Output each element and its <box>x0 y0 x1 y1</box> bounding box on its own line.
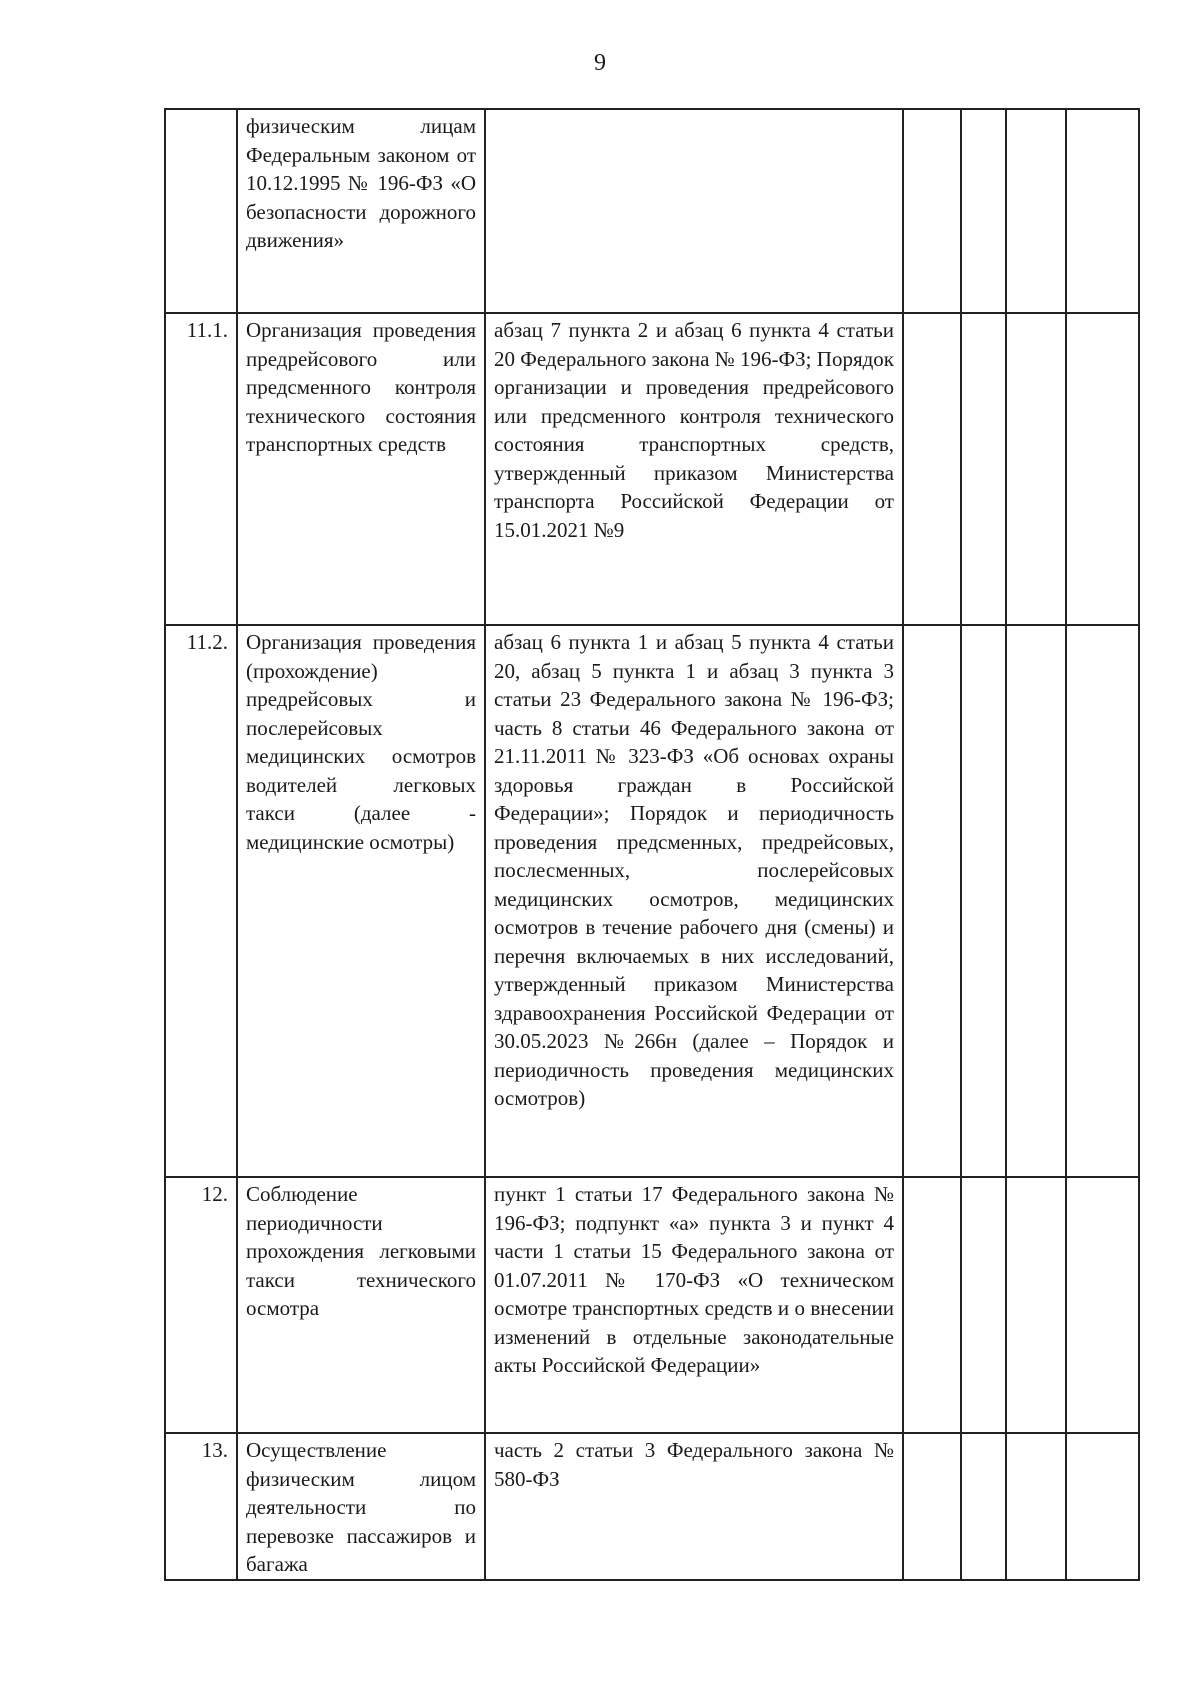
empty-cell <box>1006 313 1066 625</box>
page-number: 9 <box>594 50 606 76</box>
table-row <box>165 313 1139 625</box>
row-number <box>165 109 237 313</box>
row-legal-basis <box>485 109 903 313</box>
requirements-table <box>164 108 1140 1581</box>
empty-cell <box>1066 313 1139 625</box>
row-number: 12. <box>165 1177 237 1433</box>
row-number: 11.2. <box>165 625 237 1177</box>
empty-cell <box>961 1433 1006 1580</box>
row-subject: Организация проведения (прохождение) предрейсовых и послерейсовых медицинских осмотров водителей легковых такси (далее - медицинские осмотры) <box>237 625 485 1177</box>
empty-cell <box>1006 109 1066 313</box>
row-subject: физическим лицам Федеральным законом от 10.12.1995 № 196-ФЗ «О безопасности дорожного движения» <box>237 109 485 313</box>
empty-cell <box>1066 1177 1139 1433</box>
table-row <box>165 625 1139 1177</box>
row-legal-basis: абзац 7 пункта 2 и абзац 6 пункта 4 статьи 20 Федерального закона № 196-ФЗ; Порядок организации и проведения предрейсового или предсменного контроля технического состояния транспортных средств, утвержденный приказом Министерства транспорта Российской Федерации от 15.01.2021 №9 <box>485 313 903 625</box>
row-subject: Организация проведения предрейсового или предсменного контроля технического состояния транспортных средств <box>237 313 485 625</box>
row-legal-basis: абзац 6 пункта 1 и абзац 5 пункта 4 статьи 20, абзац 5 пункта 1 и абзац 3 пункта 3 статьи 23 Федерального закона № 196-ФЗ; часть 8 статьи 46 Федерального закона от 21.11.2011 № 323-ФЗ «Об основах охраны здоровья граждан в Российской Федерации»; Порядок и периодичность проведения предсменных, предрейсовых, послесменных, послерейсовых медицинских осмотров, медицинских осмотров в течение рабочего дня (смены) и перечня включаемых в них исследований, утвержденный приказом Министерства здравоохранения Российской Федерации от 30.05.2023 №266н (далее – Порядок и периодичность проведения медицинских осмотров) <box>485 625 903 1177</box>
row-number: 11.1. <box>165 313 237 625</box>
empty-cell <box>961 313 1006 625</box>
empty-cell <box>1006 1177 1066 1433</box>
empty-cell <box>903 313 961 625</box>
empty-cell <box>1006 625 1066 1177</box>
row-legal-basis: пункт 1 статьи 17 Федерального закона № 196-ФЗ; подпункт «а» пункта 3 и пункт 4 части 1 статьи 15 Федерального закона от 01.07.2011 № 170-ФЗ «О техническом осмотре транспортных средств и о внесении изменений в отдельные законодательные акты Российской Федерации» <box>485 1177 903 1433</box>
empty-cell <box>903 625 961 1177</box>
row-legal-basis: часть 2 статьи 3 Федерального закона № 580-ФЗ <box>485 1433 903 1580</box>
row-subject: Соблюдение периодичности прохождения легковыми такси технического осмотра <box>237 1177 485 1433</box>
empty-cell <box>903 1433 961 1580</box>
row-number: 13. <box>165 1433 237 1580</box>
empty-cell <box>1066 625 1139 1177</box>
empty-cell <box>1066 109 1139 313</box>
empty-cell <box>1006 1433 1066 1580</box>
empty-cell <box>1066 1433 1139 1580</box>
empty-cell <box>961 1177 1006 1433</box>
empty-cell <box>961 109 1006 313</box>
empty-cell <box>961 625 1006 1177</box>
table-row <box>165 109 1139 313</box>
row-subject: Осуществление физическим лицом деятельности по перевозке пассажиров и багажа <box>237 1433 485 1580</box>
table-row <box>165 1177 1139 1433</box>
table-row <box>165 1433 1139 1580</box>
empty-cell <box>903 109 961 313</box>
empty-cell <box>903 1177 961 1433</box>
